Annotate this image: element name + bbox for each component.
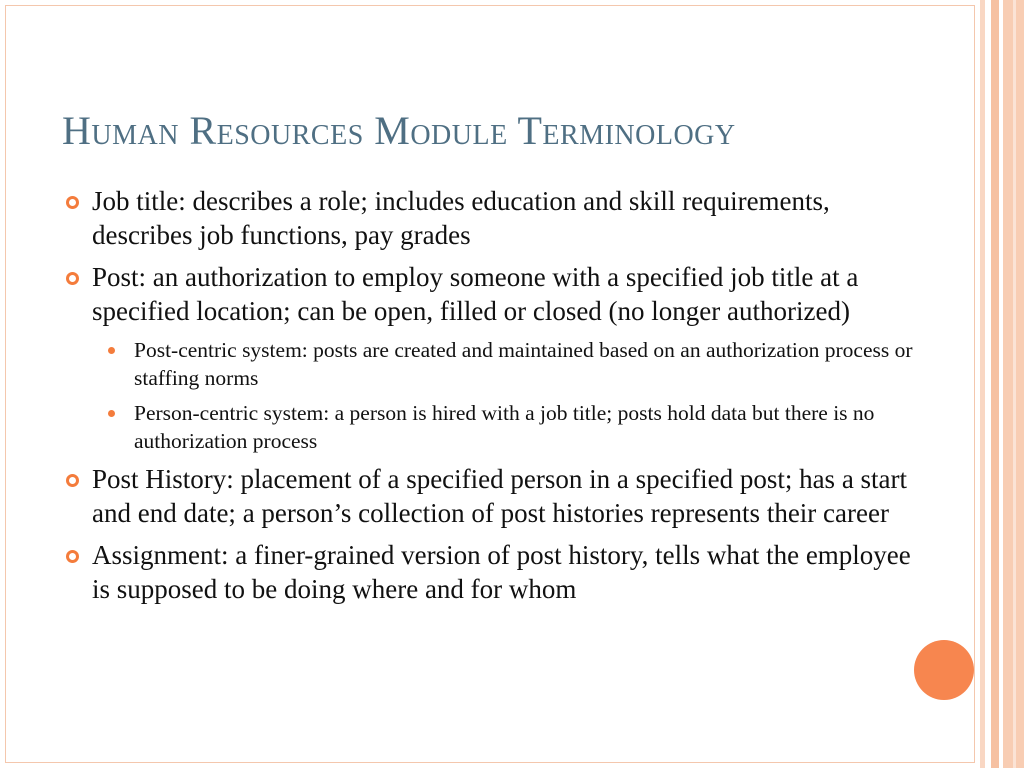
bullet-text: Person-centric system: a person is hired with a job title; posts hold data but there is no authorization process — [134, 401, 875, 453]
bullet-dot-icon — [108, 410, 115, 417]
bullet-ring-icon — [66, 196, 79, 209]
bullet-ring-icon — [66, 550, 79, 563]
decorative-circle — [914, 640, 974, 700]
decorative-stripe — [1013, 0, 1016, 768]
bullet-item-post — [64, 260, 914, 328]
sub-bullet-item-post-centric — [64, 336, 914, 392]
bullet-text: Post History: placement of a specified person in a specified post; has a start and end date; a person’s collection of post histories represents their career — [92, 464, 908, 528]
bullet-item-assignment — [64, 538, 914, 606]
slide-title: Human Resources Module Terminology — [62, 108, 736, 153]
bullet-dot-icon — [108, 347, 115, 354]
bullet-text: Post-centric system: posts are created and maintained based on an authorization process or staffing norms — [134, 338, 913, 390]
bullet-item-job-title — [64, 184, 914, 252]
bullet-text: Post: an authorization to employ someone with a specified job title at a specified location; can be open, filled or closed (no longer authorized) — [92, 262, 859, 326]
bullet-list — [64, 184, 914, 614]
bullet-ring-icon — [66, 474, 79, 487]
bullet-text: Job title: describes a role; includes education and skill requirements, describes job functions, pay grades — [92, 186, 830, 250]
bullet-ring-icon — [66, 272, 79, 285]
bullet-text: Assignment: a finer-grained version of post history, tells what the employee is supposed to be doing where and for whom — [92, 540, 911, 604]
decorative-stripe — [991, 0, 999, 768]
bullet-item-post-history — [64, 462, 914, 530]
sub-bullet-item-person-centric — [64, 399, 914, 455]
